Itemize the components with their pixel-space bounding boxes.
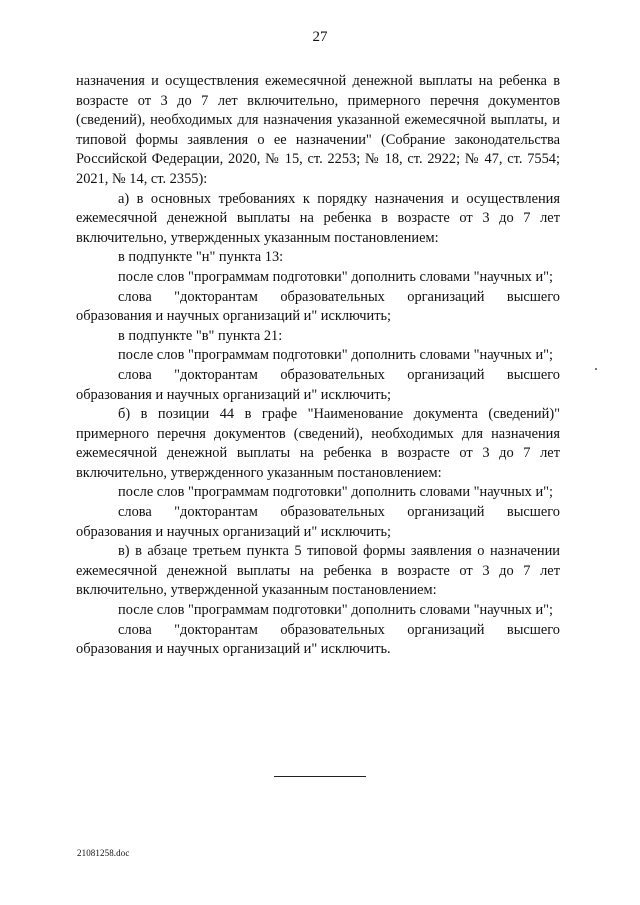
paragraph-amend-add: после слов "программам подготовки" дополнить словами "научных и"; — [118, 602, 554, 619]
paragraph-item-a: а) в основных требованиях к порядку назначения и осуществления ежемесячной денежной выплаты на ребенка в возрасте от 3 до 7 лет включительно, утвержденных указанным постановлением: — [76, 190, 560, 246]
page-number: 27 — [312, 29, 328, 45]
scan-speck — [595, 368, 597, 370]
paragraph-item-v: в) в абзаце третьем пункта 5 типовой формы заявления о назначении ежемесячной денежной выплаты на ребенка в возрасте от 3 до 7 лет включительно, утвержденной указанным постановлением: — [76, 543, 560, 599]
paragraph-amend-add: после слов "программам подготовки" дополнить словами "научных и"; — [118, 268, 554, 285]
document-file-id: 21081258.doc — [77, 848, 130, 858]
paragraph-amend-remove: слова "докторантам образовательных организаций высшего образования и научных организаций и" исключить; — [76, 504, 560, 540]
document-body — [76, 72, 560, 660]
paragraph-amend-remove: слова "докторантам образовательных организаций высшего образования и научных организаций и" исключить; — [76, 288, 560, 325]
end-separator-line — [274, 776, 366, 777]
paragraph-continuation: назначения и осуществления ежемесячной денежной выплаты на ребенка в возрасте от 3 до 7 лет включительно, примерного перечня документов (сведений), необходимых для назначения указанной ежемесячной выплаты, и типовой формы заявления о ее назначении" (Собрание законодательства Российской Федерации, 2020, № 15, ст. 2253; № 18, ст. 2922; № 47, ст. 7554; 2021, № 14, ст. 2355): — [76, 73, 560, 187]
paragraph-amend-add: после слов "программам подготовки" дополнить словами "научных и"; — [118, 484, 554, 501]
paragraph-subitem-n: в подпункте "н" пункта 13: — [118, 249, 284, 266]
paragraph-amend-add: после слов "программам подготовки" дополнить словами "научных и"; — [118, 347, 554, 364]
paragraph-item-b: б) в позиции 44 в графе "Наименование документа (сведений)" примерного перечня документов (сведений), необходимых для назначения ежемесячной денежной выплаты на ребенка в возрасте от 3 до 7 лет включительно, утвержденного указанным постановлением: — [76, 406, 560, 481]
paragraph-subitem-v: в подпункте "в" пункта 21: — [118, 327, 283, 344]
paragraph-amend-remove: слова "докторантам образовательных организаций высшего образования и научных организаций и" исключить. — [76, 621, 560, 658]
paragraph-amend-remove: слова "докторантам образовательных организаций высшего образования и научных организаций и" исключить; — [76, 366, 560, 403]
